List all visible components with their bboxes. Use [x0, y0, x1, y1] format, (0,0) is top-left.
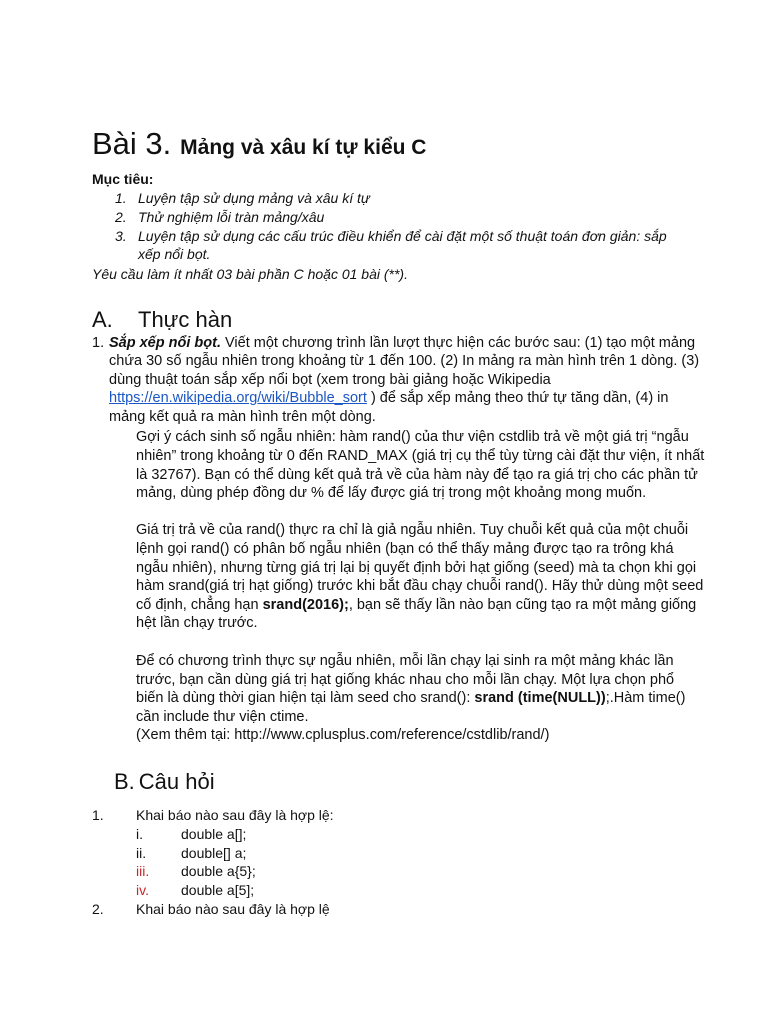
exercise-text: ) để sắp xếp mảng theo thứ tự tăng dần, (4) in [366, 390, 669, 406]
title-text: Mảng và xâu kí tự kiểu C [180, 136, 427, 159]
question-number: 2. [92, 901, 104, 917]
goal-number: 2. [115, 209, 127, 225]
hint-line: mảng, dùng phép đồng dư % để lấy được giá trị trong một khoảng mong muốn. [136, 485, 647, 501]
exercise-line: dùng thuật toán sắp xếp nổi bọt (xem trong bài giảng hoặc Wikipedia [109, 372, 551, 388]
requirement-note: Yêu cầu làm ít nhất 03 bài phần C hoặc 01 bài (**). [92, 266, 408, 282]
hint-text: biến là dùng thời gian hiện tại làm seed cho srand(): [136, 690, 475, 706]
hint-line: nhiên” trong khoảng từ 0 đến RAND_MAX (giá trị cụ thể tùy từng cài đặt thư viện, ít nhất [136, 448, 705, 464]
title-prefix: Bài 3. [92, 126, 172, 161]
hint-line: Giá trị trả về của rand() thực ra chỉ là giả ngẫu nhiên. Tuy chuỗi kết quả của một chuỗi [136, 522, 689, 538]
question-text: Khai báo nào sau đây là hợp lệ: [136, 807, 334, 823]
code-srand-2016: srand(2016); [262, 597, 349, 613]
goal-text: Luyện tập sử dụng các cấu trúc điều khiển để cài đặt một số thuật toán đơn giản: sắp [138, 228, 667, 244]
hint-line: cần include thư viện ctime. [136, 709, 309, 725]
hint-line: hàm srand(giá trị hạt giống) trước khi bắt đầu chạy chuỗi rand(). Hãy thử dùng một seed [136, 578, 704, 594]
option-text: double a[5]; [181, 882, 255, 898]
option-text: double a{5}; [181, 863, 256, 879]
option-number: iii. [136, 863, 150, 879]
code-srand-time: srand (time(NULL)) [474, 690, 606, 706]
hint-line: ngẫu nhiên), nhưng từng giá trị lại bị quyết định bởi hạt giống (seed) mà ta chọn khi gọi [136, 560, 697, 576]
hint-text: ;.Hàm time() [605, 690, 686, 706]
option-number: ii. [136, 845, 147, 861]
wikipedia-link[interactable]: https://en.wikipedia.org/wiki/Bubble_sort [109, 390, 367, 406]
hint-line: là 32767). Bạn có thể dùng kết quả trả về của hàm này để tạo ra giá trị cho các phần tử [136, 467, 698, 483]
question-number: 1. [92, 807, 104, 823]
hint-text: , bạn sẽ thấy lần nào bạn cũng tạo ra một mảng giống [348, 597, 697, 613]
section-a-heading [92, 306, 232, 334]
hint-line: Để có chương trình thực sự ngẫu nhiên, mỗi lần chạy lại sinh ra một mảng khác lần [136, 653, 674, 669]
exercise-text: Viết một chương trình lần lượt thực hiện các bước sau: (1) tạo một mảng [220, 335, 696, 351]
hint-line: Gợi ý cách sinh số ngẫu nhiên: hàm rand() của thư viện cstdlib trả về một giá trị “ngẫu [136, 429, 689, 445]
exercise-line: chứa 30 số ngẫu nhiên trong khoảng từ 1 đến 100. (2) In mảng ra màn hình trên 1 dòng. (3) [109, 353, 700, 369]
goals-heading: Mục tiêu: [92, 171, 154, 187]
option-number: i. [136, 826, 143, 842]
option-text: double[] a; [181, 845, 247, 861]
exercise-number: 1. [92, 335, 105, 351]
goal-text: Luyện tập sử dụng mảng và xâu kí tự [138, 190, 370, 206]
goal-number: 1. [115, 190, 127, 206]
reference-line: (Xem thêm tại: http://www.cplusplus.com/reference/cstdlib/rand/) [136, 727, 550, 743]
section-b-title: Câu hỏi [138, 769, 215, 794]
exercise-title: Sắp xếp nổi bọt. [109, 335, 221, 351]
option-text: double a[]; [181, 826, 247, 842]
page-title [92, 124, 426, 167]
question-text: Khai báo nào sau đây là hợp lệ [136, 901, 330, 917]
option-number: iv. [136, 882, 149, 898]
hint-line [136, 689, 685, 708]
exercise-line: mảng kết quả ra màn hình trên một dòng. [109, 409, 376, 425]
goal-text: Thử nghiệm lỗi tràn mảng/xâu [138, 209, 325, 225]
hint-line: trước, bạn cần dùng giá trị hạt giống khác nhau cho mỗi lần chạy. Một lựa chọn phổ [136, 672, 675, 688]
hint-line: hệt lần chạy trước. [136, 615, 258, 631]
goal-number: 3. [115, 228, 127, 244]
hint-text: cố định, chẳng hạn [136, 597, 263, 613]
hint-line: lệnh gọi rand() có phân bố ngẫu nhiên (bạn có thể thấy mảng được tạo ra trông khá [136, 541, 674, 557]
hint-line [136, 596, 696, 615]
goal-text-continuation: xếp nổi bọt. [138, 246, 211, 262]
section-b-letter: B. [114, 769, 135, 794]
section-a-letter: A. [92, 307, 113, 332]
section-a-title: Thực hàn [138, 307, 233, 332]
section-b-heading [114, 768, 215, 796]
exercise-line [109, 389, 668, 408]
exercise-line [109, 334, 695, 353]
